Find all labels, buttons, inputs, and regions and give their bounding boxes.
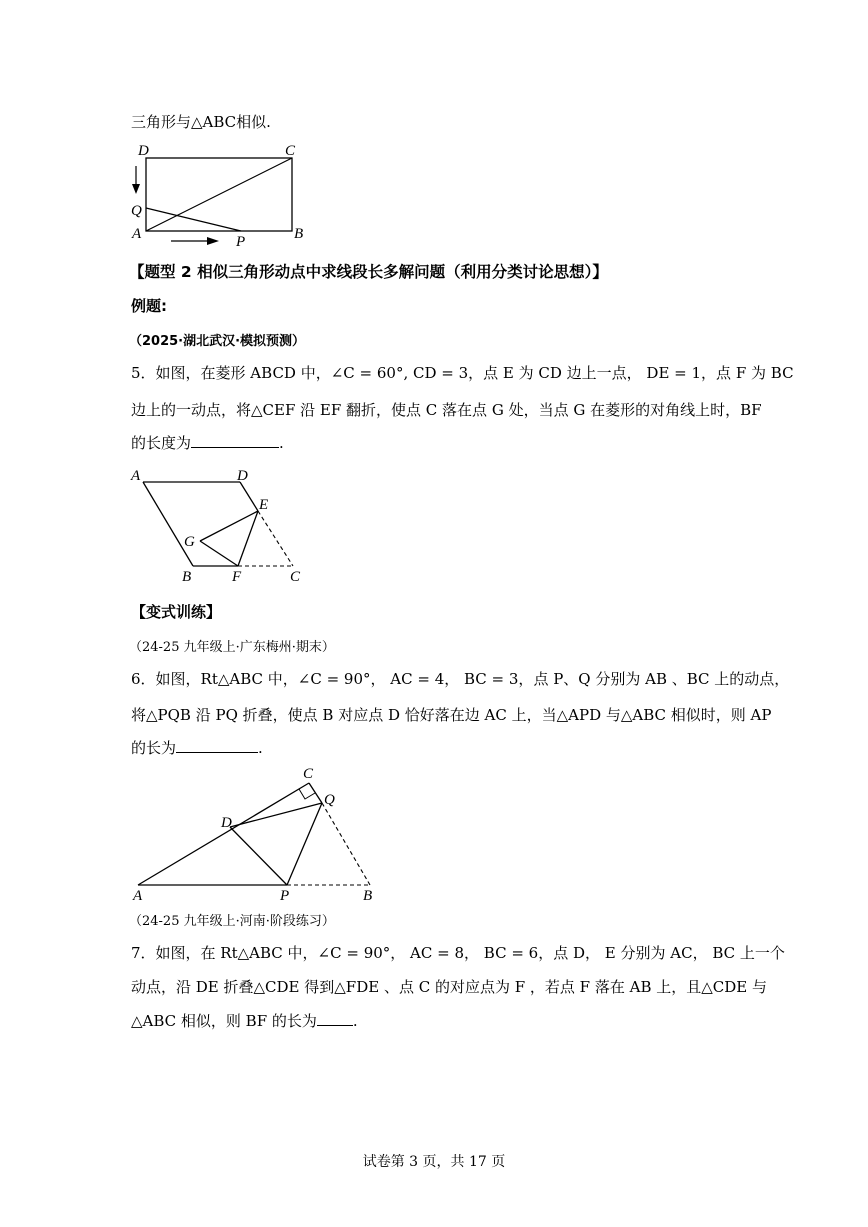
q5-line3-end: . (279, 434, 284, 452)
q6-line3 (131, 738, 263, 758)
q7-line3 (131, 1011, 358, 1031)
label-e: E (259, 497, 269, 513)
q6-answer-blank[interactable] (176, 738, 258, 753)
label-p: P (280, 888, 290, 904)
q6-line1: 6．如图，Rt△ABC 中，∠C = 90°， AC = 4， BC = 3，点 P、Q 分别为 AB 、BC 上的动点， (131, 670, 790, 688)
label-p: P (236, 234, 246, 250)
section-title: 【题型 2 相似三角形动点中求线段长多解问题（利用分类讨论思想）】 (129, 263, 608, 281)
figure-rectangle-abcd (125, 138, 315, 250)
q7-line1: 7．如图，在 Rt△ABC 中，∠C = 90°， AC = 8， BC = 6，点 D， E 分别为 AC， BC 上一个 (131, 944, 785, 962)
q6-line3-text: 的长为 (131, 739, 177, 757)
q7-line3-text: △ABC 相似，则 BF 的长为 (131, 1012, 317, 1030)
label-a: A (132, 226, 142, 242)
problem-continuation-text: 三角形与△ABC相似. (131, 113, 271, 131)
q5-line3 (131, 433, 284, 453)
label-c: C (285, 143, 296, 159)
q7-answer-blank[interactable] (317, 1011, 353, 1026)
q5-line3-text: 的长度为 (131, 434, 192, 452)
q5-answer-blank[interactable] (191, 433, 279, 448)
label-g: G (184, 534, 195, 550)
label-c: C (303, 766, 314, 782)
q5-line1: 5．如图，在菱形 ABCD 中，∠C = 60°, CD = 3，点 E 为 CD 边上一点， DE = 1，点 F 为 BC (131, 364, 794, 382)
label-c: C (290, 569, 301, 585)
variant-heading: 【变式训练】 (131, 603, 222, 621)
q6-line2: 将△PQB 沿 PQ 折叠，使点 B 对应点 D 恰好落在边 AC 上，当△APD 与△ABC 相似时，则 AP (131, 706, 772, 724)
page-footer: 试卷第 3 页，共 17 页 (362, 1154, 506, 1170)
q5-source: （2025·湖北武汉·模拟预测） (129, 334, 306, 349)
q5-line2: 边上的一动点，将△CEF 沿 EF 翻折，使点 C 落在点 G 处，当点 G 在菱形的对角线上时，BF (131, 401, 762, 419)
figure-rhombus-abcd (125, 462, 310, 587)
label-b: B (182, 569, 192, 585)
label-d: D (138, 143, 149, 159)
q6-line3-end: . (258, 739, 263, 757)
label-q: Q (324, 792, 335, 808)
q6-source: （24-25 九年级上·广东梅州·期末） (129, 640, 335, 655)
label-a: A (133, 888, 143, 904)
label-d: D (221, 815, 232, 831)
label-f: F (232, 569, 242, 585)
figure-triangle-fold (125, 760, 380, 905)
q7-source: （24-25 九年级上·河南·阶段练习） (129, 914, 335, 929)
example-heading: 例题: (131, 297, 167, 315)
label-b: B (363, 888, 373, 904)
q7-line3-end: . (352, 1012, 358, 1030)
q7-line2: 动点，沿 DE 折叠△CDE 得到△FDE 、点 C 的对应点为 F ，若点 F 落在 AB 上，且△CDE 与 (131, 978, 768, 996)
label-d: D (237, 468, 248, 484)
label-a: A (131, 468, 141, 484)
label-b: B (294, 226, 304, 242)
label-q: Q (131, 203, 142, 219)
